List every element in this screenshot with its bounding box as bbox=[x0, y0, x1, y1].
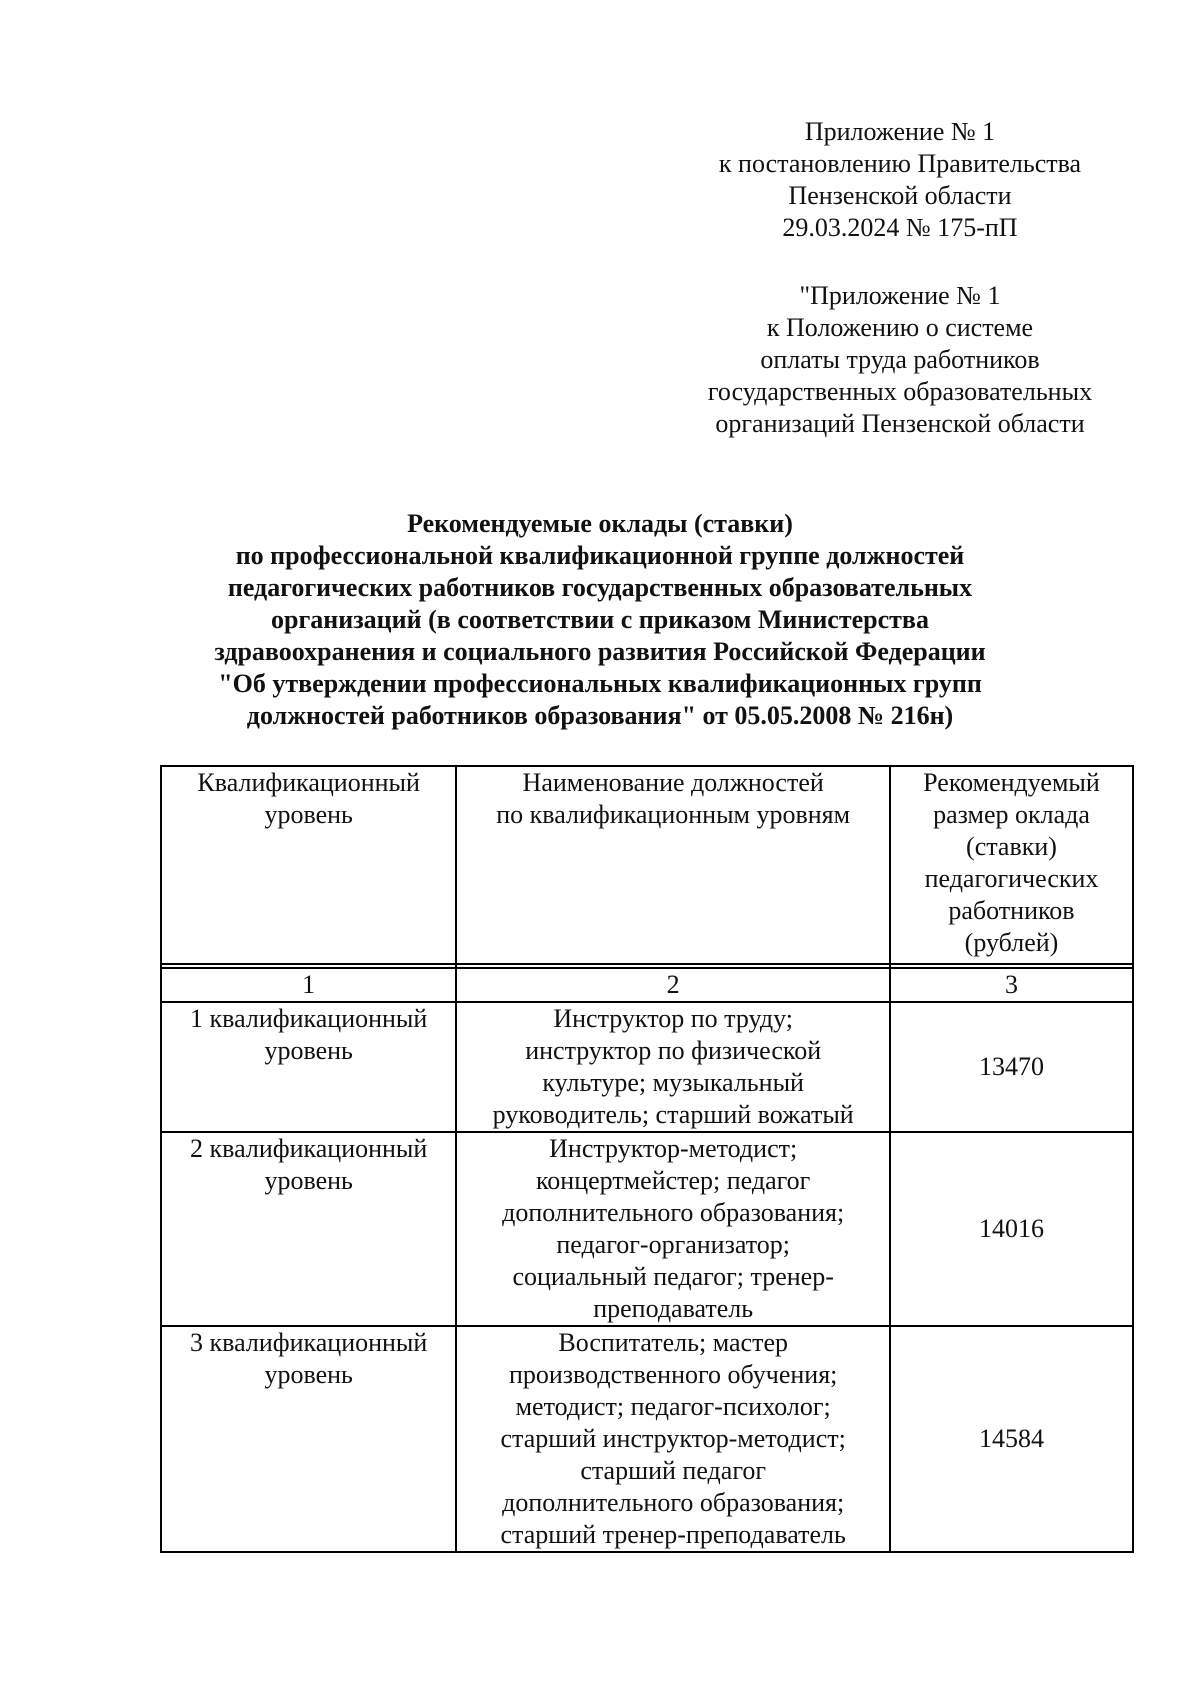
header-qualification-level: Квалификационный уровень bbox=[161, 766, 456, 964]
table-row bbox=[161, 1002, 1133, 1132]
appendix-regulation-line: государственных образовательных bbox=[707, 377, 1093, 406]
appendix-regulation-line: оплаты труда работников bbox=[760, 345, 1040, 374]
appendix-regulation-line: "Приложение № 1 bbox=[799, 281, 1001, 310]
title-line: здравоохранения и социального развития Российской Федерации bbox=[214, 637, 986, 666]
header-recommended-salary: Рекомендуемый размер оклада (ставки) педагогических работников (рублей) bbox=[890, 766, 1133, 964]
table-row bbox=[161, 1132, 1133, 1326]
title-line: организаций (в соответствии с приказом Министерства bbox=[271, 605, 929, 634]
appendix-regulation-line: к Положению о системе bbox=[766, 313, 1034, 342]
title-line: по профессиональной квалификационной группе должностей bbox=[235, 541, 965, 570]
salary-cell: 14016 bbox=[890, 1132, 1133, 1326]
appendix-regulation-block bbox=[680, 280, 1120, 440]
column-number: 2 bbox=[456, 968, 890, 1002]
title-line: педагогических работников государственных образовательных bbox=[227, 573, 973, 602]
title-line: Рекомендуемые оклады (ставки) bbox=[407, 509, 793, 538]
table-row bbox=[161, 1326, 1133, 1552]
appendix-decree-line: Пензенской области bbox=[788, 181, 1012, 210]
salary-table bbox=[160, 765, 1134, 1553]
appendix-decree-block bbox=[680, 116, 1120, 244]
positions-cell: Инструктор-методист; концертмейстер; педагог дополнительного образования; педагог-организатор; социальный педагог; тренер- преподаватель bbox=[456, 1132, 890, 1326]
header-position-names: Наименование должностей по квалификационным уровням bbox=[456, 766, 890, 964]
column-number: 1 bbox=[161, 968, 456, 1002]
appendix-regulation-line: организаций Пензенской области bbox=[715, 409, 1085, 438]
qualification-level-cell: 2 квалификационный уровень bbox=[161, 1132, 456, 1326]
qualification-level-cell: 1 квалификационный уровень bbox=[161, 1002, 456, 1132]
table-column-numbers-row bbox=[161, 968, 1133, 1002]
salary-cell: 13470 bbox=[890, 1002, 1133, 1132]
appendix-decree-line: Приложение № 1 bbox=[804, 117, 996, 146]
appendix-decree-date: 29.03.2024 № 175-пП bbox=[782, 213, 1018, 242]
title-line: должностей работников образования" от 05.05.2008 № 216н) bbox=[246, 701, 954, 730]
title-line: "Об утверждении профессиональных квалификационных групп bbox=[218, 669, 982, 698]
qualification-level-cell: 3 квалификационный уровень bbox=[161, 1326, 456, 1552]
column-number: 3 bbox=[890, 968, 1133, 1002]
table-header-row bbox=[161, 766, 1133, 964]
appendix-decree-line: к постановлению Правительства bbox=[718, 149, 1082, 178]
document-title bbox=[150, 508, 1050, 732]
positions-cell: Воспитатель; мастер производственного обучения; методист; педагог-психолог; старший инструктор-методист; старший педагог дополнительного образования; старший тренер-преподаватель bbox=[456, 1326, 890, 1552]
positions-cell: Инструктор по труду; инструктор по физической культуре; музыкальный руководитель; старший вожатый bbox=[456, 1002, 890, 1132]
salary-cell: 14584 bbox=[890, 1326, 1133, 1552]
